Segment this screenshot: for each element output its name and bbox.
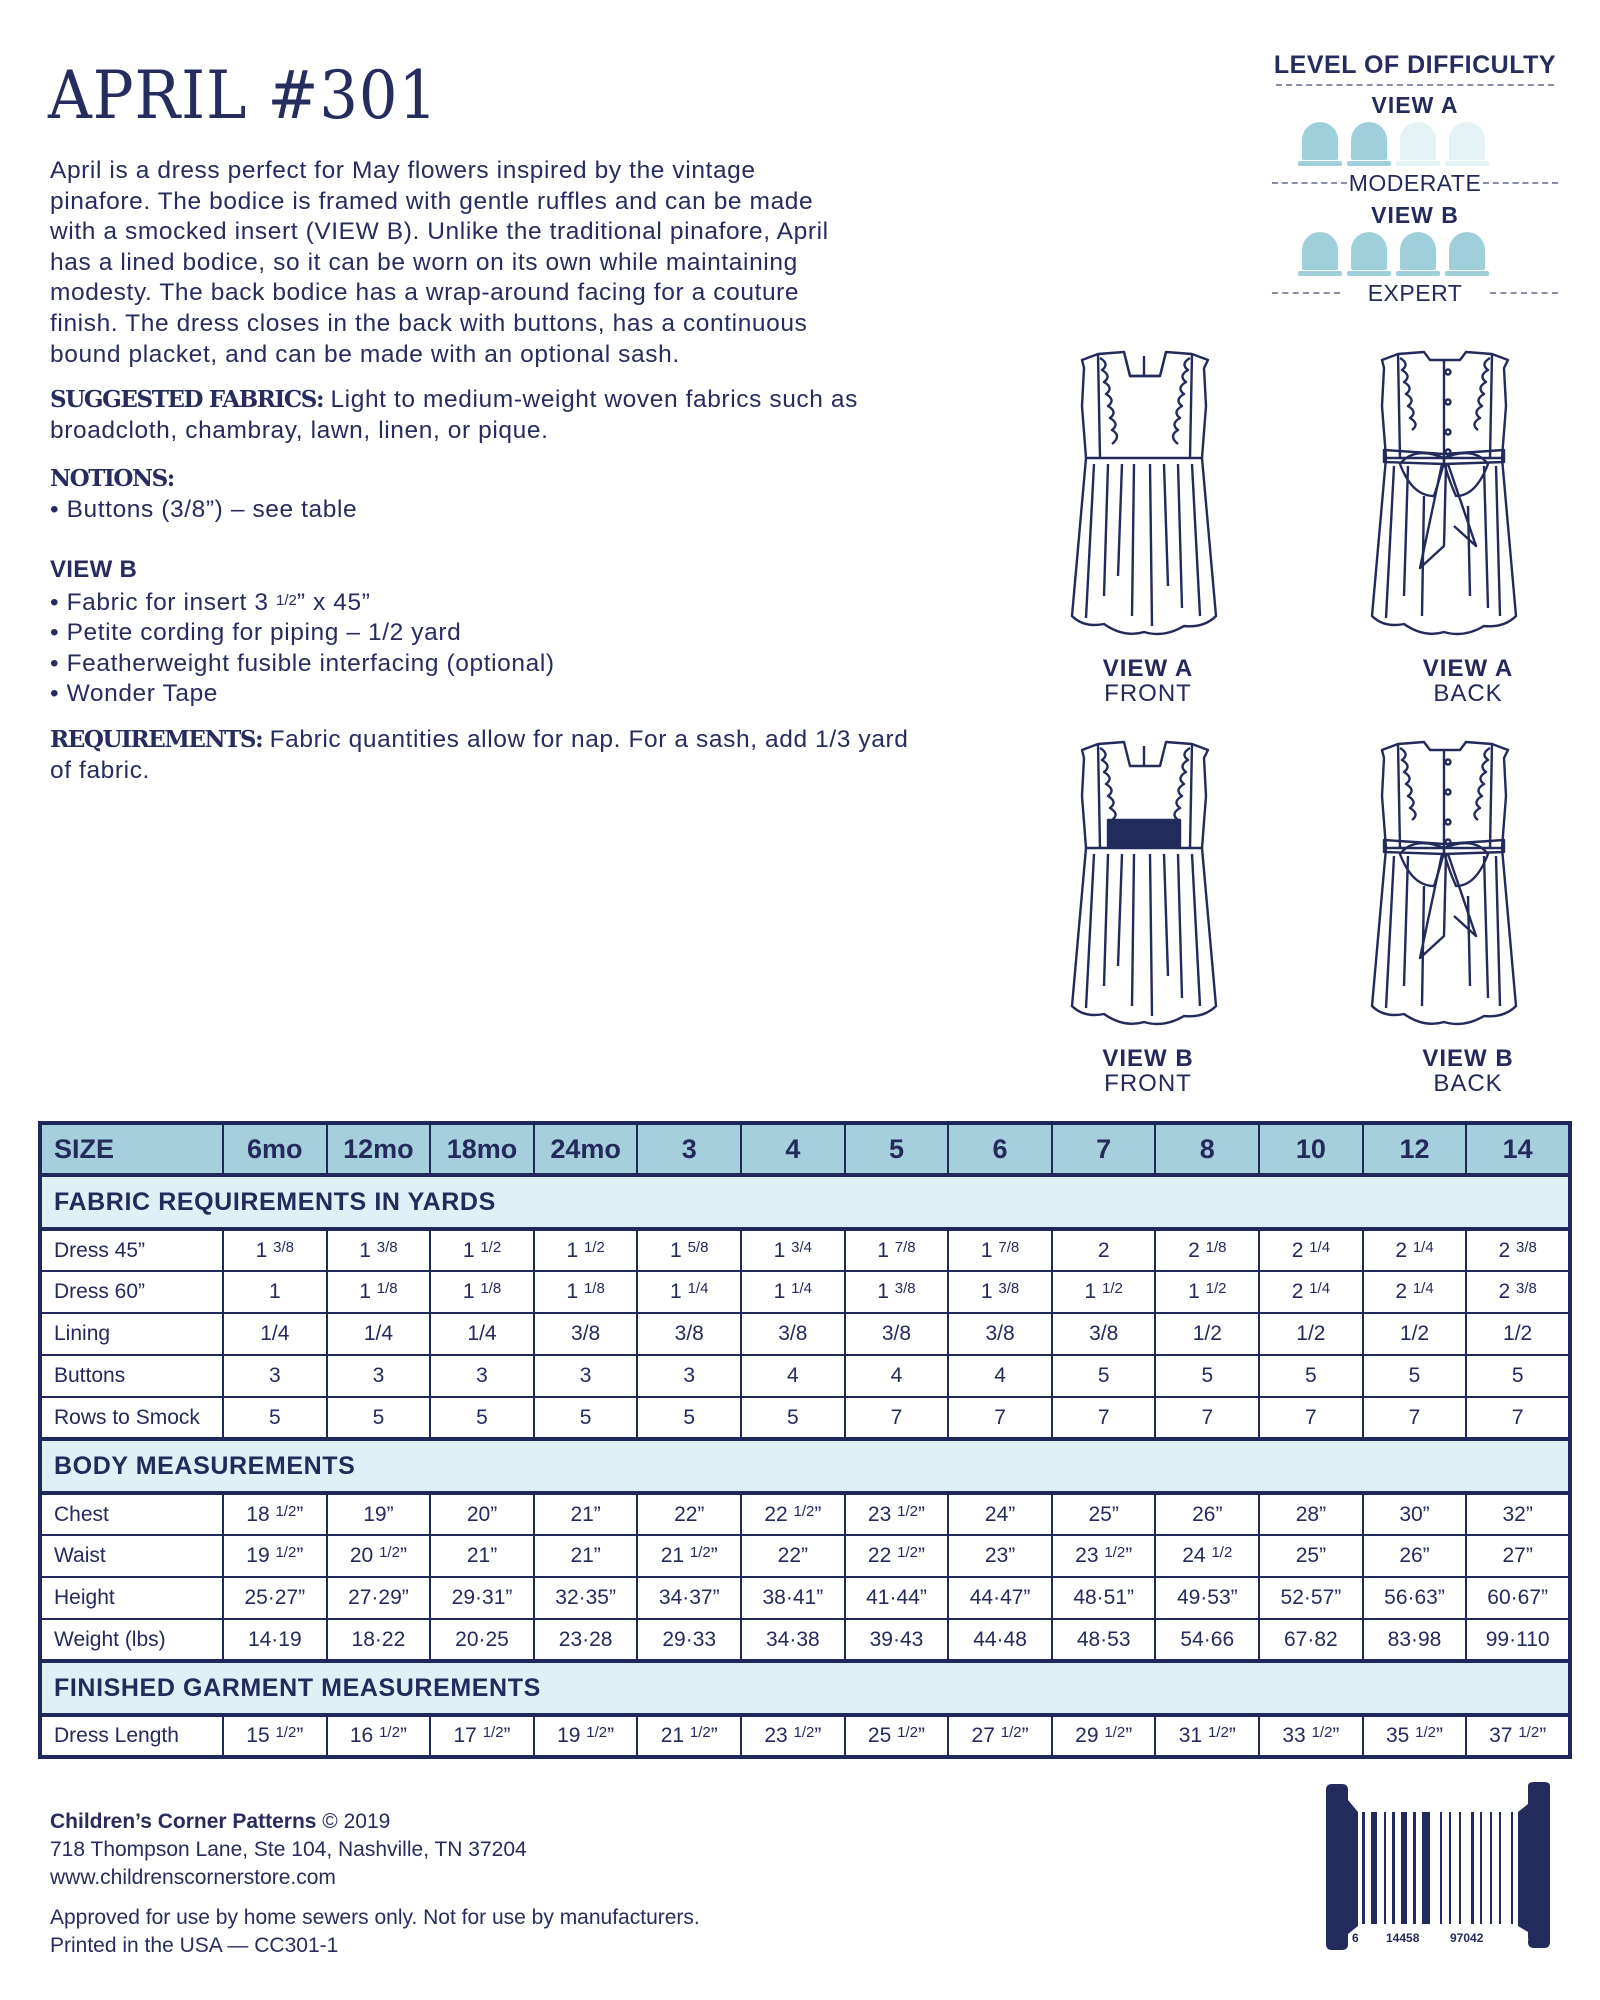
suggested-fabrics-text: broadcloth, chambray, lawn, linen, or pique. (50, 416, 549, 444)
table-cell: 23 $^{1/2}$” (845, 1493, 949, 1535)
table-cell: 39·43 (845, 1619, 949, 1661)
table-cell: 37 $^{1/2}$” (1466, 1715, 1570, 1757)
requirements (50, 725, 950, 786)
table-cell: 19 $^{1/2}$” (534, 1715, 638, 1757)
size-column-4: 4 (741, 1123, 845, 1175)
table-cell: 31 $^{1/2}$” (1155, 1715, 1259, 1757)
table-cell: 1 $^{7/8}$ (948, 1229, 1052, 1271)
description-line: has a lined bodice, so it can be worn on its own while maintaining (50, 248, 798, 276)
description-line: with a smocked insert (VIEW B). Unlike the traditional pinafore, April (50, 218, 829, 246)
table-cell: 14·19 (223, 1619, 327, 1661)
table-cell: 22 $^{1/2}$” (845, 1535, 949, 1577)
table-row (40, 1397, 1570, 1439)
table-cell: 7 (845, 1397, 949, 1439)
size-column-24mo: 24mo (534, 1123, 638, 1175)
difficulty-view-b-label: VIEW B (1371, 202, 1459, 228)
table-row (40, 1271, 1570, 1313)
size-chart-table (38, 1121, 1572, 1759)
suggested-fabrics (50, 385, 950, 446)
section-header-row (40, 1661, 1570, 1715)
view-b-heading: VIEW B (50, 556, 138, 583)
table-cell: 3/8 (845, 1313, 949, 1355)
table-cell: 34·38 (741, 1619, 845, 1661)
table-cell: 52·57” (1259, 1577, 1363, 1619)
table-cell: 23·28 (534, 1619, 638, 1661)
table-cell: 7 (948, 1397, 1052, 1439)
table-cell: 29 $^{1/2}$” (1052, 1715, 1156, 1757)
table-cell: 19” (327, 1493, 431, 1535)
table-cell: 67·82 (1259, 1619, 1363, 1661)
table-cell: 24” (948, 1493, 1052, 1535)
table-cell: 18·22 (327, 1619, 431, 1661)
table-cell: 3/8 (1052, 1313, 1156, 1355)
table-cell: 29·33 (637, 1619, 741, 1661)
row-label: Dress 60” (40, 1271, 223, 1313)
notions-heading: NOTIONS: (50, 465, 174, 492)
suggested-fabrics-heading: SUGGESTED FABRICS: (50, 386, 324, 413)
table-row (40, 1715, 1570, 1757)
table-cell: 1 $^{1/2}$ (534, 1229, 638, 1271)
description (50, 156, 950, 370)
size-header-row (40, 1123, 1570, 1175)
thimble-icon (1445, 232, 1489, 276)
table-cell: 41·44” (845, 1577, 949, 1619)
table-cell: 1 $^{1/2}$ (430, 1229, 534, 1271)
view-b-item: • Featherweight fusible interfacing (optional) (50, 649, 555, 677)
table-cell: 5 (637, 1397, 741, 1439)
address: 718 Thompson Lane, Ste 104, Nashville, TN 37204 (50, 1838, 527, 1861)
thimble-icon (1396, 232, 1440, 276)
table-cell: 20 $^{1/2}$” (327, 1535, 431, 1577)
size-column-6mo: 6mo (223, 1123, 327, 1175)
table-cell: 83·98 (1363, 1619, 1467, 1661)
difficulty-panel (1272, 50, 1558, 308)
notions-item: • Buttons (3/8”) – see table (50, 495, 358, 523)
size-column-6: 6 (948, 1123, 1052, 1175)
description-line: finish. The dress closes in the back with buttons, has a continuous (50, 309, 808, 337)
difficulty-title: LEVEL OF DIFFICULTY (1273, 51, 1557, 79)
table-cell: 7 (1155, 1397, 1259, 1439)
table-cell: 7 (1259, 1397, 1363, 1439)
table-cell: 5 (1155, 1355, 1259, 1397)
table-cell: 33 $^{1/2}$” (1259, 1715, 1363, 1757)
table-cell: 21” (534, 1535, 638, 1577)
table-cell: 18 $^{1/2}$” (223, 1493, 327, 1535)
table-cell: 3 (637, 1355, 741, 1397)
table-cell: 5 (1466, 1355, 1570, 1397)
section-header-row (40, 1439, 1570, 1493)
table-cell: 2 (1052, 1229, 1156, 1271)
table-cell: 1 $^{3/8}$ (223, 1229, 327, 1271)
svg-text:97042: 97042 (1450, 1931, 1484, 1945)
table-cell: 22 $^{1/2}$” (741, 1493, 845, 1535)
table-cell: 5 (1363, 1355, 1467, 1397)
size-column-10: 10 (1259, 1123, 1363, 1175)
illustration-label-view-b-front: VIEW B FRONT (1102, 1045, 1194, 1097)
size-column-header: SIZE (40, 1123, 223, 1175)
thimble-icon (1347, 122, 1391, 166)
publisher-info (50, 1808, 700, 1960)
table-cell: 35 $^{1/2}$” (1363, 1715, 1467, 1757)
table-cell: 4 (948, 1355, 1052, 1397)
table-cell: 1 $^{1/8}$ (327, 1271, 431, 1313)
table-cell: 1/4 (223, 1313, 327, 1355)
table-cell: 1/4 (327, 1313, 431, 1355)
table-cell: 4 (845, 1355, 949, 1397)
table-cell: 21 $^{1/2}$” (637, 1715, 741, 1757)
table-cell: 25·27” (223, 1577, 327, 1619)
page-title: APRIL #301 (48, 57, 439, 134)
table-cell: 2 $^{3/8}$ (1466, 1271, 1570, 1313)
difficulty-view-a-label: VIEW A (1371, 92, 1459, 118)
illustration-label-view-a-back: VIEW A BACK (1422, 655, 1514, 707)
table-cell: 17 $^{1/2}$” (430, 1715, 534, 1757)
divider (1276, 84, 1554, 86)
company-name: Children’s Corner Patterns (50, 1810, 317, 1833)
table-cell: 2 $^{3/8}$ (1466, 1229, 1570, 1271)
size-column-8: 8 (1155, 1123, 1259, 1175)
table-cell: 56·63” (1363, 1577, 1467, 1619)
table-cell: 5 (534, 1397, 638, 1439)
table-cell: 5 (1052, 1355, 1156, 1397)
table-row (40, 1535, 1570, 1577)
size-column-12mo: 12mo (327, 1123, 431, 1175)
view-b-item: • Wonder Tape (50, 680, 219, 708)
description-line: pinafore. The bodice is framed with gentle ruffles and can be made (50, 187, 814, 215)
barcode-spool-icon (1322, 1782, 1554, 1952)
description-line: April is a dress perfect for May flowers inspired by the vintage (50, 157, 756, 184)
description-line: bound placket, and can be made with an optional sash. (50, 340, 680, 368)
section-title: BODY MEASUREMENTS (40, 1439, 1570, 1493)
table-cell: 32” (1466, 1493, 1570, 1535)
row-label: Buttons (40, 1355, 223, 1397)
dress-front-illustration-view-a (1064, 346, 1224, 646)
table-cell: 5 (430, 1397, 534, 1439)
difficulty-level-view-a: MODERATE (1272, 168, 1558, 198)
table-cell: 1 $^{1/4}$ (637, 1271, 741, 1313)
table-cell: 54·66 (1155, 1619, 1259, 1661)
table-cell: 20·25 (430, 1619, 534, 1661)
row-label: Lining (40, 1313, 223, 1355)
table-cell: 27·29” (327, 1577, 431, 1619)
table-cell: 1 $^{3/8}$ (327, 1229, 431, 1271)
table-cell: 25” (1052, 1493, 1156, 1535)
table-cell: 20” (430, 1493, 534, 1535)
table-cell: 1/2 (1466, 1313, 1570, 1355)
difficulty-rating-view-b (1272, 232, 1558, 278)
table-cell: 5 (1259, 1355, 1363, 1397)
table-cell: 1/4 (430, 1313, 534, 1355)
section-header-row (40, 1175, 1570, 1229)
table-cell: 21 $^{1/2}$” (637, 1535, 741, 1577)
table-cell: 1 $^{1/8}$ (534, 1271, 638, 1313)
requirements-heading: REQUIREMENTS: (50, 726, 263, 753)
illustration-label-view-a-front: VIEW A FRONT (1102, 655, 1194, 707)
table-cell: 7 (1363, 1397, 1467, 1439)
requirements-text: of fabric. (50, 756, 150, 784)
table-cell: 28” (1259, 1493, 1363, 1535)
table-cell: 3/8 (534, 1313, 638, 1355)
table-cell: 21” (430, 1535, 534, 1577)
table-row (40, 1229, 1570, 1271)
table-cell: 48·53 (1052, 1619, 1156, 1661)
notions (50, 464, 950, 525)
copyright: © 2019 (316, 1810, 391, 1833)
row-label: Height (40, 1577, 223, 1619)
table-row (40, 1577, 1570, 1619)
table-cell: 3 (327, 1355, 431, 1397)
table-cell: 2 $^{1/4}$ (1259, 1271, 1363, 1313)
table-cell: 1 $^{1/8}$ (430, 1271, 534, 1313)
view-b-item: • Petite cording for piping – 1/2 yard (50, 619, 462, 647)
size-column-14: 14 (1466, 1123, 1570, 1175)
table-cell: 3 (534, 1355, 638, 1397)
dress-back-illustration-view-b (1364, 736, 1524, 1036)
row-label: Rows to Smock (40, 1397, 223, 1439)
table-cell: 4 (741, 1355, 845, 1397)
table-cell: 34·37” (637, 1577, 741, 1619)
table-cell: 1/2 (1259, 1313, 1363, 1355)
table-cell: 3/8 (741, 1313, 845, 1355)
size-column-3: 3 (637, 1123, 741, 1175)
thimble-icon (1445, 122, 1489, 166)
requirements-text: Fabric quantities allow for nap. For a sash, add 1/3 yard (262, 726, 909, 753)
table-cell: 38·41” (741, 1577, 845, 1619)
size-column-18mo: 18mo (430, 1123, 534, 1175)
row-label: Dress Length (40, 1715, 223, 1757)
table-cell: 1 $^{3/8}$ (948, 1271, 1052, 1313)
thimble-icon (1298, 122, 1342, 166)
table-cell: 7 (1466, 1397, 1570, 1439)
print-code: Printed in the USA — CC301-1 (50, 1934, 339, 1957)
table-cell: 1 $^{3/8}$ (845, 1271, 949, 1313)
table-row (40, 1619, 1570, 1661)
size-column-12: 12 (1363, 1123, 1467, 1175)
table-cell: 16 $^{1/2}$” (327, 1715, 431, 1757)
svg-text:8: 8 (1522, 1931, 1529, 1945)
table-cell: 15 $^{1/2}$” (223, 1715, 327, 1757)
table-cell: 3/8 (948, 1313, 1052, 1355)
table-cell: 1/2 (1363, 1313, 1467, 1355)
table-cell: 29·31” (430, 1577, 534, 1619)
table-row (40, 1313, 1570, 1355)
table-cell: 25” (1259, 1535, 1363, 1577)
table-cell: 1 $^{1/4}$ (741, 1271, 845, 1313)
suggested-fabrics-text: Light to medium-weight woven fabrics such as (323, 386, 858, 413)
table-cell: 49·53” (1155, 1577, 1259, 1619)
table-cell: 26” (1363, 1535, 1467, 1577)
thimble-icon (1347, 232, 1391, 276)
view-b-notions (50, 555, 950, 710)
table-cell: 2 $^{1/4}$ (1259, 1229, 1363, 1271)
table-cell: 5 (741, 1397, 845, 1439)
table-cell: 99·110 (1466, 1619, 1570, 1661)
table-cell: 1 $^{1/2}$ (1155, 1271, 1259, 1313)
table-cell: 27 $^{1/2}$” (948, 1715, 1052, 1757)
table-cell: 1 $^{1/2}$ (1052, 1271, 1156, 1313)
row-label: Weight (lbs) (40, 1619, 223, 1661)
table-cell: 44·47” (948, 1577, 1052, 1619)
table-cell: 23” (948, 1535, 1052, 1577)
table-cell: 30” (1363, 1493, 1467, 1535)
description-line: modesty. The back bodice has a wrap-around facing for a couture (50, 279, 800, 307)
table-cell: 3 (223, 1355, 327, 1397)
svg-text:6: 6 (1352, 1931, 1359, 1945)
table-cell: 1 $^{7/8}$ (845, 1229, 949, 1271)
table-cell: 19 $^{1/2}$” (223, 1535, 327, 1577)
dress-front-illustration-view-b (1064, 736, 1224, 1036)
row-label: Waist (40, 1535, 223, 1577)
illustration-label-view-b-back: VIEW B BACK (1422, 1045, 1514, 1097)
svg-text:14458: 14458 (1386, 1931, 1420, 1945)
row-label: Chest (40, 1493, 223, 1535)
table-cell: 2 $^{1/4}$ (1363, 1271, 1467, 1313)
table-cell: 26” (1155, 1493, 1259, 1535)
table-cell: 3/8 (637, 1313, 741, 1355)
table-cell: 23 $^{1/2}$” (741, 1715, 845, 1757)
table-row (40, 1493, 1570, 1535)
size-column-5: 5 (845, 1123, 949, 1175)
table-cell: 44·48 (948, 1619, 1052, 1661)
thimble-icon (1396, 122, 1440, 166)
table-cell: 3 (430, 1355, 534, 1397)
row-label: Dress 45” (40, 1229, 223, 1271)
table-cell: 27” (1466, 1535, 1570, 1577)
table-cell: 22” (637, 1493, 741, 1535)
table-cell: 22” (741, 1535, 845, 1577)
table-cell: 2 $^{1/8}$ (1155, 1229, 1259, 1271)
table-cell: 23 $^{1/2}$” (1052, 1535, 1156, 1577)
difficulty-rating-view-a (1272, 122, 1558, 168)
dress-back-illustration-view-a (1364, 346, 1524, 646)
view-b-item: • Fabric for insert 3 $^{1/2}$” x 45” (50, 588, 371, 616)
table-cell: 1/2 (1155, 1313, 1259, 1355)
size-column-7: 7 (1052, 1123, 1156, 1175)
table-cell: 7 (1052, 1397, 1156, 1439)
table-cell: 5 (223, 1397, 327, 1439)
table-cell: 5 (327, 1397, 431, 1439)
table-cell: 1 $^{3/4}$ (741, 1229, 845, 1271)
usage-notice: Approved for use by home sewers only. Not for use by manufacturers. (50, 1906, 700, 1929)
section-title: FINISHED GARMENT MEASUREMENTS (40, 1661, 1570, 1715)
section-title: FABRIC REQUIREMENTS IN YARDS (40, 1175, 1570, 1229)
website-link[interactable]: www.childrenscornerstore.com (50, 1866, 336, 1889)
table-cell: 48·51” (1052, 1577, 1156, 1619)
thimble-icon (1298, 232, 1342, 276)
table-cell: 2 $^{1/4}$ (1363, 1229, 1467, 1271)
table-cell: 60·67” (1466, 1577, 1570, 1619)
table-cell: 1 $^{5/8}$ (637, 1229, 741, 1271)
table-row (40, 1355, 1570, 1397)
table-cell: 24 $^{1/2}$ (1155, 1535, 1259, 1577)
table-cell: 21” (534, 1493, 638, 1535)
difficulty-level-view-b: EXPERT (1272, 278, 1558, 308)
table-cell: 32·35” (534, 1577, 638, 1619)
table-cell: 1 (223, 1271, 327, 1313)
table-cell: 25 $^{1/2}$” (845, 1715, 949, 1757)
